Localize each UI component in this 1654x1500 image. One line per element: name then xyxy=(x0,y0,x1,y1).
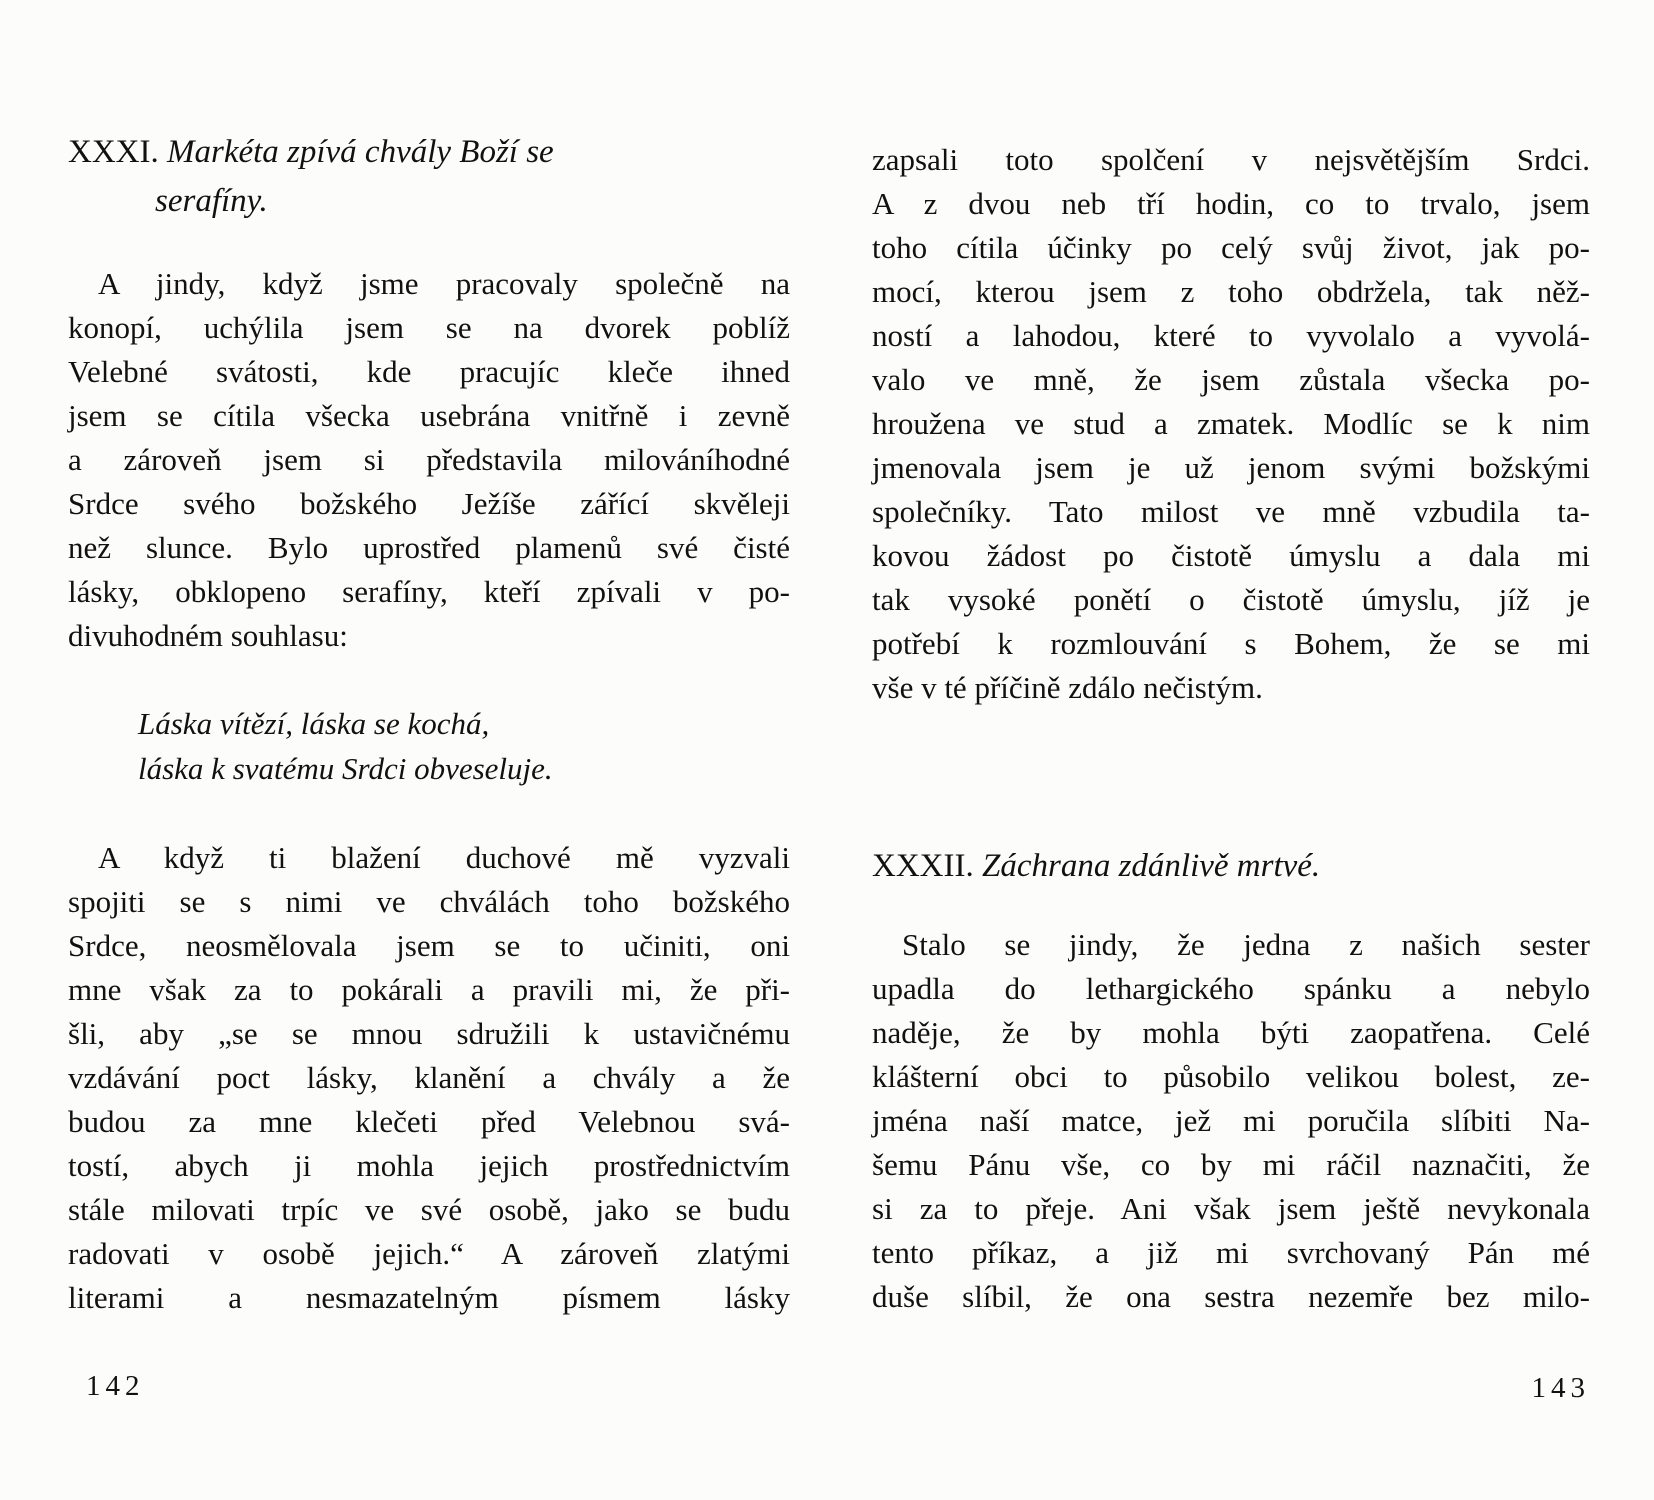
paragraph xyxy=(872,923,1590,1319)
text-line: Srdce, neosmělovala jsem se to učiniti, oni xyxy=(68,928,790,963)
text-line: láska k svatému Srdci obveseluje. xyxy=(138,751,553,786)
verse xyxy=(68,701,790,791)
text-line: potřebí k rozmlouvání s Bohem, že se mi xyxy=(872,626,1590,661)
chapter-heading-line1 xyxy=(68,128,790,177)
text-line: budou za mne klečeti před Velebnou svá- xyxy=(68,1104,790,1139)
text-line: šemu Pánu vše, co by mi ráčil naznačiti, že xyxy=(872,1147,1590,1182)
chapter-number: XXXI. xyxy=(68,134,159,170)
text-line: stále milovati trpíc ve své osobě, jako se budu xyxy=(68,1192,790,1227)
text-line: mne však za to pokárali a pravili mi, že při- xyxy=(68,972,790,1007)
text-line: Stalo se jindy, že jedna z našich sester xyxy=(902,927,1590,962)
text-line: divuhodném souhlasu: xyxy=(68,618,348,653)
text-line: konopí, uchýlila jsem se na dvorek poblíž xyxy=(68,310,790,345)
text-line: duše slíbil, že ona sestra nezemře bez milo- xyxy=(872,1279,1590,1314)
text-line: toho cítila účinky po celý svůj život, jak po- xyxy=(872,230,1590,265)
text-line: zapsali toto spolčení v nejsvětějším Srdci. xyxy=(872,142,1590,177)
chapter-heading-xxxii xyxy=(872,842,1590,891)
text-line: naděje, že by mohla býti zaopatřena. Celé xyxy=(872,1015,1590,1050)
text-line: tostí, abych ji mohla jejich prostřednictvím xyxy=(68,1148,790,1183)
text-line: klášterní obci to působilo velikou bolest, ze- xyxy=(872,1059,1590,1094)
text-line: šli, aby „se se mnou sdružili k ustavičnému xyxy=(68,1016,790,1051)
chapter-title-line2: serafíny. xyxy=(155,183,268,219)
text-line: valo ve mně, že jsem zůstala všecka po- xyxy=(872,362,1590,397)
chapter-title: Markéta zpívá chvály Boží se xyxy=(166,134,554,170)
left-page xyxy=(68,0,790,1500)
text-line: lásky, obklopeno serafíny, kteří zpívali v po- xyxy=(68,574,790,609)
chapter-title: Záchrana zdánlivě mrtvé. xyxy=(981,848,1321,884)
paragraph xyxy=(68,262,790,658)
page-number: 143 xyxy=(1531,1372,1590,1404)
text-line: Velebné svátosti, kde pracujíc kleče ihned xyxy=(68,354,790,389)
text-line: Láska vítězí, láska se kochá, xyxy=(138,706,490,741)
text-line: si za to přeje. Ani však jsem ještě nevykonala xyxy=(872,1191,1590,1226)
text-line: literami a nesmazatelným písmem lásky xyxy=(68,1280,790,1315)
text-line: kovou žádost po čistotě úmyslu a dala mi xyxy=(872,538,1590,573)
text-line: jména naší matce, jež mi poručila slíbiti Na- xyxy=(872,1103,1590,1138)
chapter-number: XXXII. xyxy=(872,848,974,884)
text-line: jsem se cítila všecka usebrána vnitřně i zevně xyxy=(68,398,790,433)
right-page xyxy=(872,0,1590,1500)
text-line: radovati v osobě jejich.“ A zároveň zlatými xyxy=(68,1236,790,1271)
paragraph xyxy=(872,138,1590,710)
text-line: vše v té příčině zdálo nečistým. xyxy=(872,670,1263,705)
chapter-heading-xxxi xyxy=(68,128,790,226)
text-line: upadla do lethargického spánku a nebylo xyxy=(872,971,1590,1006)
text-line: ností a lahodou, které to vyvolalo a vyvolá- xyxy=(872,318,1590,353)
text-line: než slunce. Bylo uprostřed plamenů své čisté xyxy=(68,530,790,565)
text-line: tento příkaz, a již mi svrchovaný Pán mé xyxy=(872,1235,1590,1270)
text-line: Srdce svého božského Ježíše zářící skvěleji xyxy=(68,486,790,521)
text-line: jmenovala jsem je už jenom svými božskými xyxy=(872,450,1590,485)
text-line: tak vysoké ponětí o čistotě úmyslu, jíž je xyxy=(872,582,1590,617)
page-number: 142 xyxy=(86,1370,145,1402)
text-line: A jindy, když jsme pracovaly společně na xyxy=(98,266,790,301)
text-line: společníky. Tato milost ve mně vzbudila ta- xyxy=(872,494,1590,529)
text-line: a zároveň jsem si představila milováníhodné xyxy=(68,442,790,477)
text-line: mocí, kterou jsem z toho obdržela, tak něž- xyxy=(872,274,1590,309)
text-line: A když ti blažení duchové mě vyzvali xyxy=(98,840,790,875)
text-line: spojiti se s nimi ve chválách toho božského xyxy=(68,884,790,919)
text-line: A z dvou neb tří hodin, co to trvalo, jsem xyxy=(872,186,1590,221)
chapter-heading-line1 xyxy=(872,842,1590,891)
paragraph xyxy=(68,836,790,1320)
text-line: hroužena ve stud a zmatek. Modlíc se k nim xyxy=(872,406,1590,441)
text-line: vzdávání poct lásky, klanění a chvály a že xyxy=(68,1060,790,1095)
